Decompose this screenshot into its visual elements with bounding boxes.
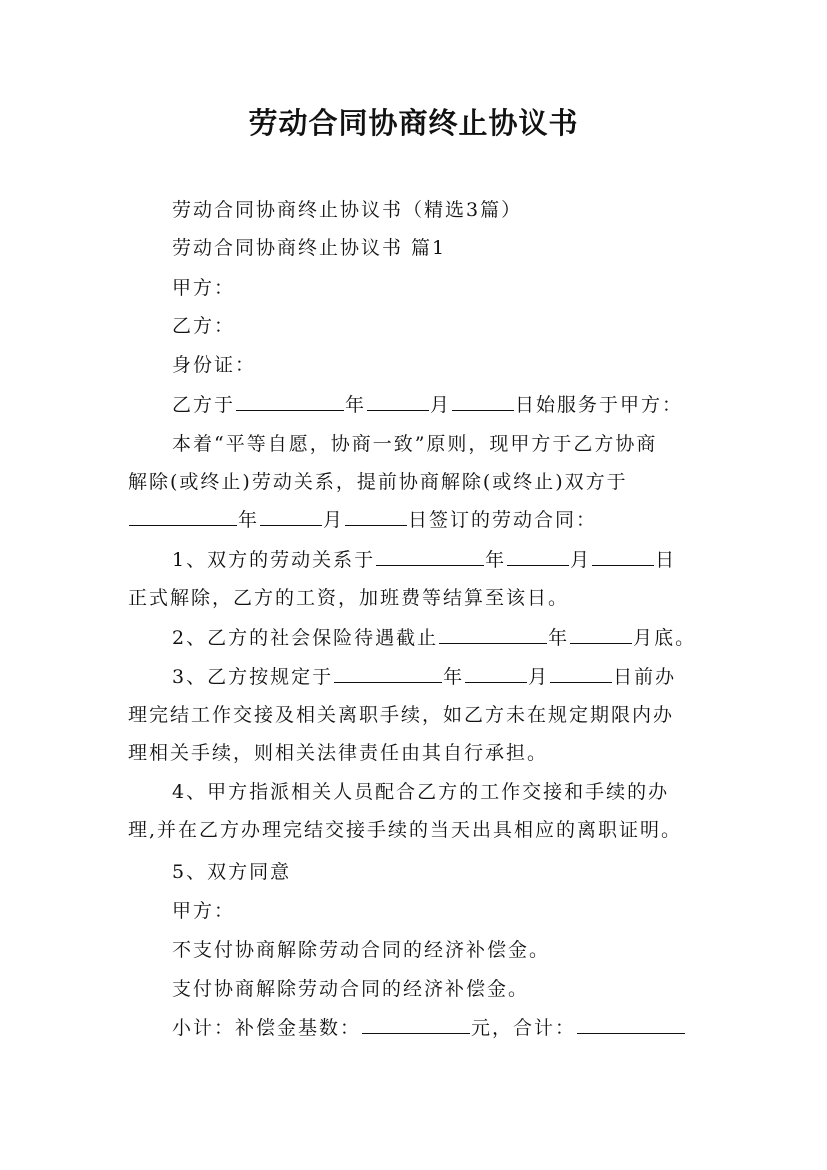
principle-paragraph (128, 425, 708, 539)
year-label: 年 (238, 509, 260, 531)
id-label: 身份证： (172, 354, 257, 376)
clause-1 (128, 541, 708, 617)
month-blank (367, 392, 429, 411)
year-label: 年 (443, 666, 465, 688)
service-month: 月 (430, 394, 452, 416)
year-blank (236, 392, 344, 411)
year-label: 年 (548, 627, 570, 649)
pay-compensation-option: 支付协商解除劳动合同的经济补偿金。 (172, 978, 530, 1000)
base-amount-blank (362, 1015, 470, 1034)
total-amount-blank (577, 1015, 685, 1034)
year-blank (439, 625, 547, 644)
month-blank (465, 664, 527, 683)
clause-1-line-1 (128, 541, 708, 579)
service-prefix: 乙方于 (172, 394, 236, 416)
service-year: 年 (345, 394, 367, 416)
party-a-label-2: 甲方： (172, 900, 236, 922)
principle-line-1: 本着“平等自愿，协商一致”原则，现甲方于乙方协商 (172, 433, 658, 455)
document-title: 劳动合同协商终止协议书 (248, 106, 579, 140)
day-blank (592, 547, 654, 566)
day-blank (345, 507, 407, 526)
subtotal-unit: 元，合计： (471, 1017, 577, 1039)
month-blank (260, 507, 322, 526)
clause-3-suffix: 日前办 (613, 666, 677, 688)
day-blank (452, 392, 514, 411)
no-compensation-option: 不支付协商解除劳动合同的经济补偿金。 (172, 939, 551, 961)
month-label: 月 (570, 549, 592, 571)
clause-5: 5、双方同意 (172, 861, 292, 883)
clause-2-prefix: 2、乙方的社会保险待遇截止 (172, 627, 439, 649)
month-label: 月 (528, 666, 550, 688)
subtotal-line (128, 1009, 708, 1047)
clause-3-line-1 (128, 658, 708, 696)
day-blank (550, 664, 612, 683)
service-line (128, 386, 708, 424)
month-label: 月 (323, 509, 345, 531)
clause-2 (128, 619, 708, 657)
clause-3-line-2: 理完结工作交接及相关离职手续，如乙方未在规定期限内办 (128, 704, 675, 726)
principle-line-2: 解除(或终止)劳动关系，提前协商解除(或终止)双方于 (128, 471, 628, 493)
year-label: 年 (485, 549, 507, 571)
clause-3 (128, 658, 708, 772)
month-blank (507, 547, 569, 566)
day-label: 日 (655, 549, 677, 571)
subtitle: 劳动合同协商终止协议书（精选3篇） (172, 199, 523, 221)
clause-4-line-2: 理,并在乙方办理完结交接手续的当天出具相应的离职证明。 (128, 819, 683, 841)
year-blank (376, 547, 484, 566)
party-a-label: 甲方： (172, 277, 236, 299)
section-heading: 劳动合同协商终止协议书 篇1 (172, 237, 447, 259)
clause-1-line-2: 正式解除，乙方的工资，加班费等结算至该日。 (128, 587, 570, 609)
clause-4-line-1: 4、甲方指派相关人员配合乙方的工作交接和手续的办 (172, 781, 670, 803)
party-b-label: 乙方： (172, 315, 236, 337)
clause-3-line-3: 理相关手续，则相关法律责任由其自行承担。 (128, 742, 549, 764)
subtotal-prefix: 小计：补偿金基数： (172, 1017, 362, 1039)
principle-suffix: 日签订的劳动合同： (408, 509, 598, 531)
clause-2-suffix: 月底。 (633, 627, 697, 649)
clause-3-prefix: 3、乙方按规定于 (172, 666, 334, 688)
year-blank (334, 664, 442, 683)
month-blank (570, 625, 632, 644)
clause-1-prefix: 1、双方的劳动关系于 (172, 549, 376, 571)
year-blank (129, 507, 237, 526)
service-suffix: 日始服务于甲方： (515, 394, 684, 416)
clause-4 (128, 773, 708, 849)
principle-line-3 (128, 501, 708, 539)
